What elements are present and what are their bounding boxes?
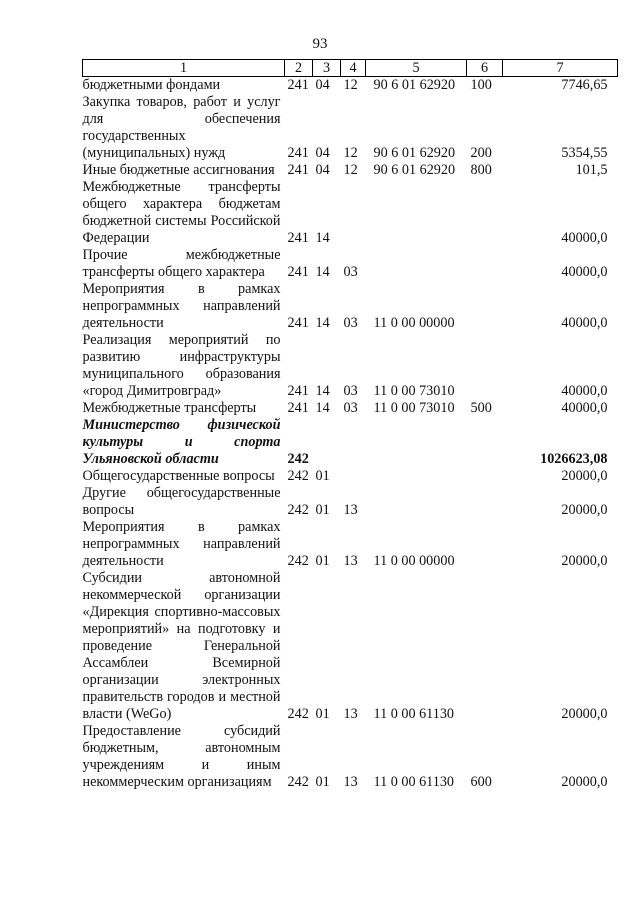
row-amount: 1026623,08 bbox=[540, 451, 608, 467]
row-name: Мероприятия в рамках непрограммных направлений деятельности bbox=[82, 281, 281, 331]
row-code-type: 100 bbox=[470, 77, 492, 93]
table-row bbox=[83, 485, 618, 519]
table-row bbox=[83, 162, 618, 179]
row-code-admin: 241 bbox=[287, 145, 309, 161]
row-code-target: 11 0 00 73010 bbox=[373, 400, 455, 416]
row-amount: 40000,0 bbox=[561, 264, 608, 280]
row-code-subsection bbox=[341, 468, 366, 485]
row-code-section: 04 bbox=[315, 162, 330, 178]
row-code-target: 11 0 00 73010 bbox=[373, 383, 455, 399]
table-row bbox=[83, 400, 618, 417]
row-code-subsection: 13 bbox=[343, 502, 358, 518]
row-name: Мероприятия в рамках непрограммных направлений деятельности bbox=[82, 519, 281, 569]
row-code-target: 11 0 00 00000 bbox=[373, 553, 455, 569]
row-code-section: 04 bbox=[315, 145, 330, 161]
row-amount: 20000,0 bbox=[561, 553, 608, 569]
row-code-subsection bbox=[341, 179, 366, 247]
table-row bbox=[83, 332, 618, 400]
row-amount: 40000,0 bbox=[561, 383, 608, 399]
table-row bbox=[83, 417, 618, 468]
row-name: Межбюджетные трансферты общего характера бюджетам бюджетной системы Российской Федерации bbox=[82, 179, 281, 246]
row-amount: 40000,0 bbox=[561, 315, 608, 331]
row-code-target: 90 6 01 62920 bbox=[373, 162, 456, 178]
row-code-admin: 241 bbox=[287, 400, 309, 416]
table-row bbox=[83, 281, 618, 332]
row-name: Другие общегосударственные вопросы bbox=[82, 485, 281, 518]
row-code-section: 14 bbox=[315, 230, 330, 246]
row-code-subsection: 12 bbox=[343, 77, 358, 93]
row-code-target bbox=[366, 179, 467, 247]
row-code-target: 11 0 00 61130 bbox=[373, 774, 455, 790]
row-name: Прочие межбюджетные трансферты общего характера bbox=[82, 247, 281, 280]
row-code-admin: 241 bbox=[287, 230, 309, 246]
row-code-type bbox=[467, 417, 503, 468]
table-row bbox=[83, 94, 618, 162]
row-code-section: 04 bbox=[315, 77, 330, 93]
row-code-admin: 241 bbox=[287, 383, 309, 399]
column-header: 2 bbox=[285, 60, 313, 77]
page-number: 93 bbox=[312, 36, 328, 52]
row-name: Предоставление субсидий бюджетным, автономным учреждениям и иным некоммерческим организациям bbox=[82, 723, 281, 790]
row-code-type bbox=[467, 179, 503, 247]
row-code-type: 600 bbox=[470, 774, 492, 790]
row-name: бюджетными фондами bbox=[82, 77, 221, 93]
row-code-type bbox=[467, 570, 503, 723]
row-code-section: 14 bbox=[315, 383, 330, 399]
row-name: Иные бюджетные ассигнования bbox=[82, 162, 275, 178]
row-code-subsection: 03 bbox=[343, 264, 358, 280]
column-header: 4 bbox=[341, 60, 366, 77]
column-header: 7 bbox=[503, 60, 618, 77]
row-name: Реализация мероприятий по развитию инфраструктуры муниципального образования «город Димитровград» bbox=[82, 332, 281, 399]
row-code-subsection: 13 bbox=[343, 706, 358, 722]
row-amount: 20000,0 bbox=[561, 774, 608, 790]
row-code-target: 11 0 00 61130 bbox=[373, 706, 455, 722]
row-name: Общегосударственные вопросы bbox=[82, 468, 275, 484]
budget-table bbox=[82, 59, 618, 791]
row-code-target: 11 0 00 00000 bbox=[373, 315, 455, 331]
row-name: Межбюджетные трансферты bbox=[82, 400, 257, 416]
row-amount: 20000,0 bbox=[561, 502, 608, 518]
row-code-subsection: 12 bbox=[343, 145, 358, 161]
table-header bbox=[83, 60, 618, 77]
row-code-section: 01 bbox=[315, 468, 330, 484]
row-name: Министерство физической культуры и спорта Ульяновской области bbox=[82, 417, 281, 467]
row-name: Закупка товаров, работ и услуг для обеспечения государственных (муниципальных) нужд bbox=[82, 94, 281, 161]
row-code-target: 90 6 01 62920 bbox=[373, 145, 456, 161]
row-code-type bbox=[467, 485, 503, 519]
row-code-admin: 242 bbox=[287, 451, 309, 467]
row-code-section bbox=[313, 417, 341, 468]
row-amount: 7746,65 bbox=[561, 77, 608, 93]
row-code-admin: 241 bbox=[287, 264, 309, 280]
row-code-admin: 242 bbox=[287, 774, 309, 790]
row-code-type bbox=[467, 247, 503, 281]
row-amount: 20000,0 bbox=[561, 706, 608, 722]
row-amount: 40000,0 bbox=[561, 230, 608, 246]
table-row bbox=[83, 77, 618, 95]
column-header: 3 bbox=[313, 60, 341, 77]
row-code-admin: 242 bbox=[287, 706, 309, 722]
row-code-admin: 241 bbox=[287, 315, 309, 331]
table-row bbox=[83, 723, 618, 791]
table-body bbox=[83, 77, 618, 792]
row-code-section: 01 bbox=[315, 706, 330, 722]
row-code-type bbox=[467, 468, 503, 485]
row-code-subsection: 13 bbox=[343, 774, 358, 790]
row-amount: 40000,0 bbox=[561, 400, 608, 416]
row-code-subsection: 03 bbox=[343, 315, 358, 331]
row-code-target bbox=[366, 485, 467, 519]
row-amount: 20000,0 bbox=[561, 468, 608, 484]
table-row bbox=[83, 179, 618, 247]
row-code-type bbox=[467, 519, 503, 570]
row-code-target bbox=[366, 468, 467, 485]
row-code-subsection: 03 bbox=[343, 400, 358, 416]
row-amount: 101,5 bbox=[575, 162, 608, 178]
row-code-target bbox=[366, 247, 467, 281]
column-header: 5 bbox=[366, 60, 467, 77]
table-row bbox=[83, 247, 618, 281]
row-code-admin: 242 bbox=[287, 502, 309, 518]
row-code-type: 200 bbox=[470, 145, 492, 161]
header-row bbox=[83, 60, 618, 77]
table-row bbox=[83, 468, 618, 485]
column-header: 1 bbox=[83, 60, 285, 77]
row-code-subsection: 12 bbox=[343, 162, 358, 178]
row-code-section: 14 bbox=[315, 264, 330, 280]
row-name: Субсидии автономной некоммерческой организации «Дирекция спортивно-массовых мероприятий» на подготовку и проведение Генеральной Ассамблеи Всемирной организации электронных правительств городов и местной власти (WeGo) bbox=[82, 570, 281, 722]
row-code-subsection bbox=[341, 417, 366, 468]
row-code-type: 500 bbox=[470, 400, 492, 416]
table-row bbox=[83, 519, 618, 570]
row-code-admin: 242 bbox=[287, 553, 309, 569]
row-code-admin: 241 bbox=[287, 162, 309, 178]
row-code-section: 01 bbox=[315, 553, 330, 569]
row-code-section: 14 bbox=[315, 400, 330, 416]
row-code-section: 01 bbox=[315, 502, 330, 518]
row-code-type bbox=[467, 332, 503, 400]
row-amount: 5354,55 bbox=[561, 145, 608, 161]
row-code-admin: 241 bbox=[287, 77, 309, 93]
column-header: 6 bbox=[467, 60, 503, 77]
table-row bbox=[83, 570, 618, 723]
row-code-target bbox=[366, 417, 467, 468]
row-code-section: 14 bbox=[315, 315, 330, 331]
row-code-section: 01 bbox=[315, 774, 330, 790]
row-code-subsection: 13 bbox=[343, 553, 358, 569]
row-code-type bbox=[467, 281, 503, 332]
row-code-admin: 242 bbox=[287, 468, 309, 484]
row-code-type: 800 bbox=[470, 162, 492, 178]
row-code-target: 90 6 01 62920 bbox=[373, 77, 456, 93]
row-code-subsection: 03 bbox=[343, 383, 358, 399]
